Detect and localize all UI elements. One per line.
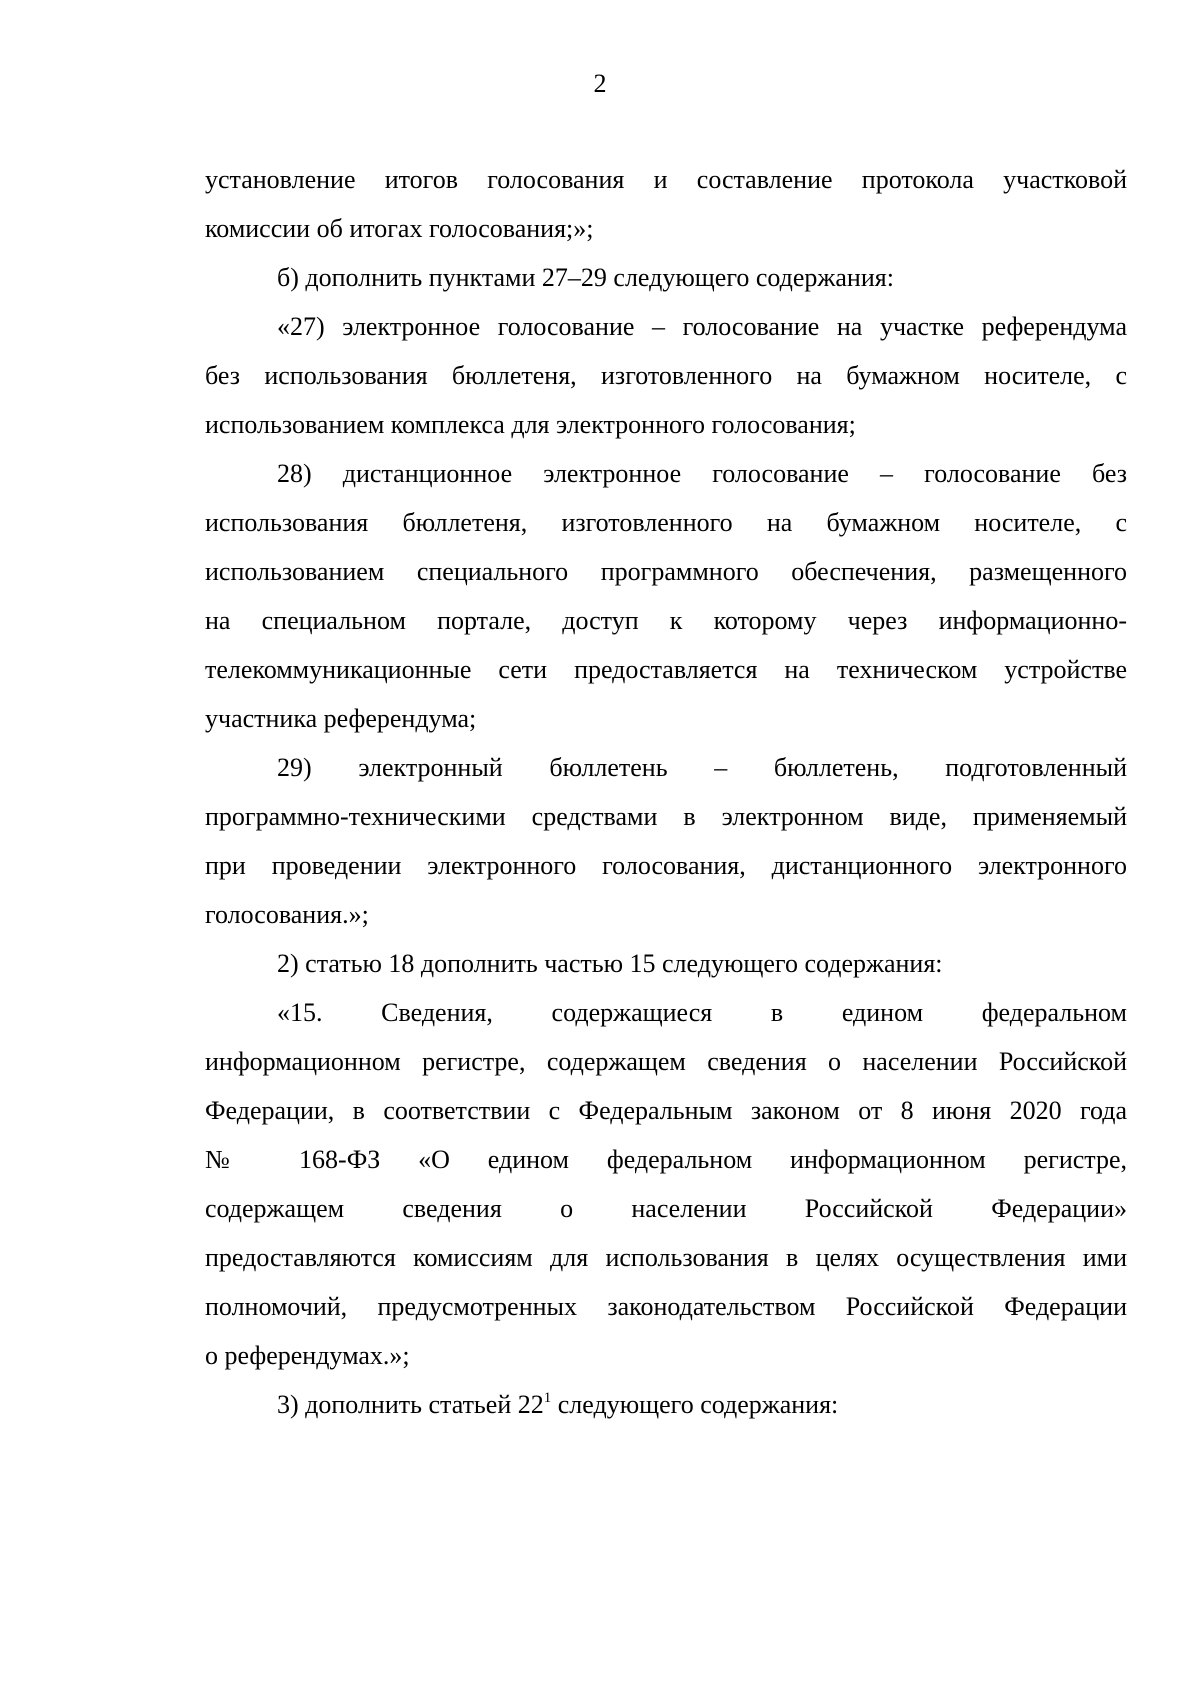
page-number: 2 [593,69,607,98]
text-line: телекоммуникационные сети предоставляется на техническом устройстве [205,655,1127,684]
text-line: при проведении электронного голосования, дистанционного электронного [205,851,1127,880]
text-line: Федерации, в соответствии с Федеральным законом от 8 июня 2020 года [205,1096,1127,1125]
text-line [205,1380,1127,1429]
paragraph [205,155,1127,253]
text-line: «15. Сведения, содержащиеся в едином федеральном [277,998,1127,1027]
text-line: 28) дистанционное электронное голосование – голосование без [277,459,1127,488]
text-line: полномочий, предусмотренных законодательством Российской Федерации [205,1292,1127,1321]
text-line: 2) статью 18 дополнить частью 15 следующего содержания: [277,949,943,978]
text-line: программно-техническими средствами в электронном виде, применяемый [205,802,1127,831]
text-line: использованием специального программного обеспечения, размещенного [205,557,1127,586]
text-line: комиссии об итогах голосования;»; [205,214,594,243]
paragraph [205,449,1127,743]
text-line: б) дополнить пунктами 27–29 следующего содержания: [277,263,894,292]
text-line: информационном регистре, содержащем сведения о населении Российской [205,1047,1127,1076]
text-line: «27) электронное голосование – голосование на участке референдума [277,312,1127,341]
text-line: на специальном портале, доступ к которому через информационно- [205,606,1127,635]
paragraph [205,988,1127,1380]
paragraph [205,939,1127,988]
text-line: о референдумах.»; [205,1341,410,1370]
text-line: использования бюллетеня, изготовленного на бумажном носителе, с [205,508,1127,537]
text-line: участника референдума; [205,704,477,733]
paragraph [205,302,1127,449]
paragraph [205,253,1127,302]
paragraph [205,743,1127,939]
text-fragment: 3) дополнить статьей 22 [277,1390,544,1419]
text-line: без использования бюллетеня, изготовленного на бумажном носителе, с [205,361,1127,390]
document-body [205,155,1127,1429]
text-line: № 168-ФЗ «О едином федеральном информационном регистре, [205,1145,1127,1174]
text-line: использованием комплекса для электронного голосования; [205,410,856,439]
paragraph-article-22-1 [205,1380,1127,1429]
text-fragment: следующего содержания: [551,1390,839,1419]
superscript: 1 [543,1390,552,1406]
text-line: предоставляются комиссиям для использования в целях осуществления ими [205,1243,1127,1272]
text-line: 29) электронный бюллетень – бюллетень, подготовленный [277,753,1127,782]
paragraph-list [205,155,1127,1380]
text-line: установление итогов голосования и составление протокола участковой [205,165,1127,194]
text-line: голосования.»; [205,900,369,929]
text-line: содержащем сведения о населении Российской Федерации» [205,1194,1127,1223]
